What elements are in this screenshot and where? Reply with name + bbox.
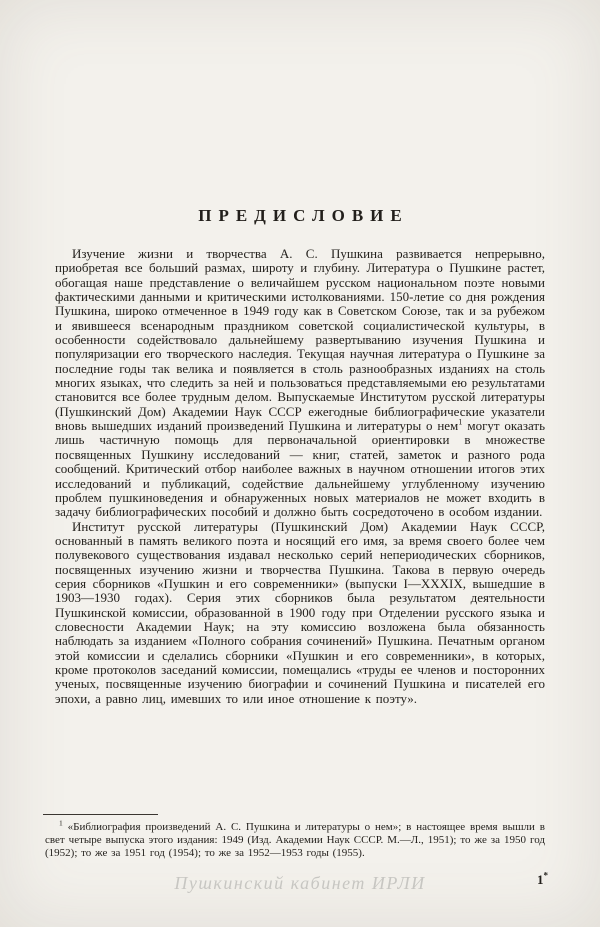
signature-mark (537, 872, 548, 888)
footnote-marker: 1 (59, 818, 63, 828)
footnote-reference: 1 (458, 416, 463, 427)
paragraph-1-continued: могут оказать лишь частичную помощь для первоначальной ориентировки в множестве посвященных Пушкину исследований — книг, статей, заметок и разного рода сообщений. Критический отбор наиболее важных в научном отношении итогов этих исследований и публикаций, содействие дальнейшему углубленному изучению проблем пушкиноведения и обнаруженных новых материалов не может входить в задачу библиографических пособий и должно быть сосредоточено в особом издании. (55, 418, 546, 520)
footnote-text: «Библиография произведений А. С. Пушкина и литературы о нем»; в настоящее время вышли в свет четыре выпуска этого издания: 1949 (Изд. Академии Наук СССР. М.—Л., 1951); то же за 1950 год (1952); то же за 1951 год (1954); то же за 1952—1953 годы (1955). (45, 821, 545, 859)
paragraph-1 (55, 247, 545, 520)
preface-body (55, 247, 545, 706)
library-stamp-watermark: Пушкинский кабинет ИРЛИ (174, 873, 426, 893)
paragraph-1-text: Изучение жизни и творчества А. С. Пушкина развивается непрерывно, приобретая все больший размах, широту и глубину. Литература о Пушкине растет, обогащая наше представление о величайшем русском национальном поэте новыми фактическими данными и критическими истолкованиями. 150-летие со дня рождения Пушкина, широко отмеченное в 1949 году как в Советском Союзе, так и за рубежом и явившееся всенародным праздником советской социалистической культуры, в особенности содействовало дальнейшему развертыванию изучения Пушкина и популяризации его творческого наследия. Текущая научная литература о Пушкине за последние годы так велика и появляется в столь разнообразных изданиях на столь многих языках, что следить за ней и пользоваться представляемыми ею результатами становится все более трудным делом. Выпускаемые Институтом русской литературы (Пушкинский Дом) Академии Наук СССР ежегодные библиографические указатели вновь вышедших изданий произведений Пушкина и литературы о нем (55, 246, 545, 434)
footnote-divider (43, 814, 158, 815)
signature-mark-star: * (543, 870, 548, 881)
page-title: ПРЕДИСЛОВИЕ (198, 206, 409, 225)
signature-mark-number: 1 (537, 872, 544, 887)
footnote (45, 818, 545, 860)
paragraph-2: Институт русской литературы (Пушкинский Дом) Академии Наук СССР, основанный в память великого поэта и носящий его имя, за время своего более чем полувекового существования издавал несколько серий непериодических сборников, посвященных изучению жизни и творчества Пушкина. Такова в первую очередь серия сборников «Пушкин и его современники» (выпуски I—XXXIX, вышедшие в 1903—1930 годах). Серия этих сборников была результатом деятельности Пушкинской комиссии, образованной в 1900 году при Отделении русского языка и словесности Академии Наук; на эту комиссию возложена была обязанность наблюдать за изданием «Полного собрания сочинений» Пушкина. Печатным органом этой комиссии и сделались сборники «Пушкин и его современники», в которых, кроме протоколов заседаний комиссии, помещались «труды ее членов и посторонних ученых, посвященные изучению биографии и сочинений Пушкина и писателей его эпохи, а равно лиц, имевших то или иное отношение к поэту». (55, 518, 545, 706)
